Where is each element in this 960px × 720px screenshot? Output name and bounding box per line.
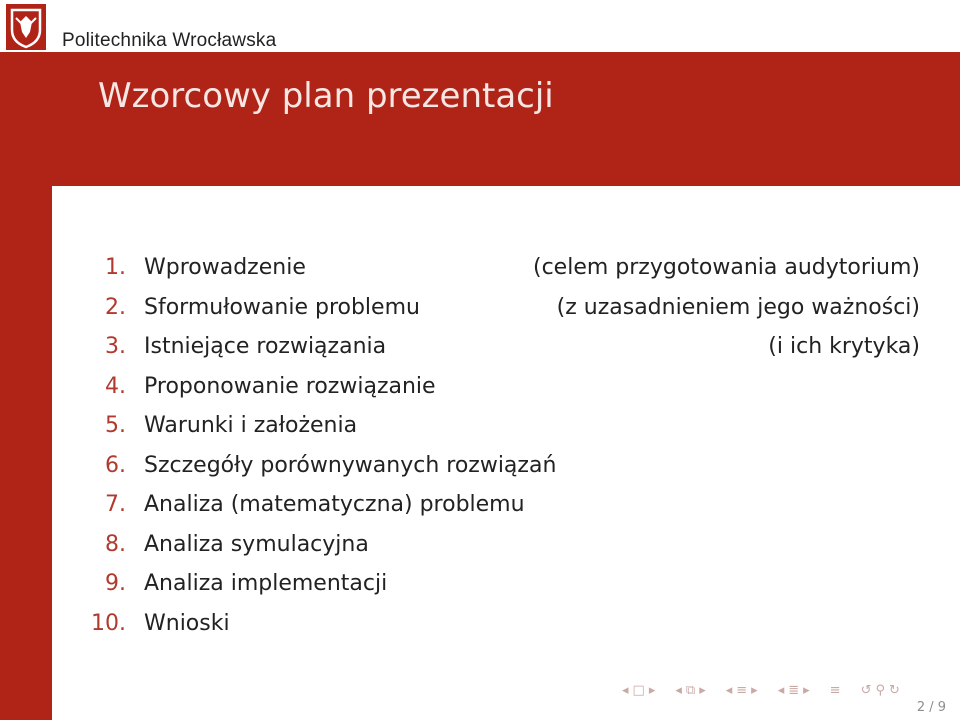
nav-next-subsection-icon[interactable]: ▸	[699, 682, 706, 698]
item-number: 9.	[105, 571, 126, 596]
university-logo-icon	[6, 4, 46, 50]
item-label: Analiza symulacyjna	[144, 531, 369, 557]
item-number: 2.	[105, 294, 126, 320]
nav-next-section-icon[interactable]: ▸	[751, 682, 758, 698]
left-decorative-strip	[0, 52, 52, 720]
list-item	[60, 485, 930, 525]
item-label: Wnioski	[144, 610, 230, 636]
item-label: Analiza implementacji	[144, 571, 388, 596]
nav-next-icon[interactable]: ▸	[648, 682, 656, 698]
nav-list-icon[interactable]: ≡	[829, 682, 841, 698]
item-label: Istniejące rozwiązania	[144, 334, 387, 359]
list-item	[60, 327, 930, 367]
nav-search-icon[interactable]: ⚲	[875, 682, 885, 698]
nav-back-icon[interactable]: ↺	[860, 682, 872, 698]
list-item	[60, 248, 930, 288]
item-note: (i ich krytyka)	[768, 334, 920, 359]
item-label: Szczegóły porównywanych rozwiązań	[144, 452, 557, 478]
item-number: 3.	[105, 334, 126, 359]
item-number: 6.	[105, 452, 126, 478]
item-label: Sformułowanie problemu	[144, 294, 420, 320]
nav-subsection-icon[interactable]: ⧉	[685, 682, 696, 698]
title-band	[52, 52, 960, 186]
item-number: 7.	[105, 492, 126, 517]
item-number: 5.	[105, 413, 126, 438]
item-number: 8.	[105, 531, 126, 557]
header-bar	[0, 0, 960, 52]
page-number: 2 / 9	[916, 700, 946, 715]
nav-next-part-icon[interactable]: ▸	[803, 682, 810, 698]
item-label: Proponowanie rozwiązanie	[144, 373, 436, 399]
item-number: 4.	[105, 373, 126, 399]
item-label: Wprowadzenie	[144, 255, 306, 280]
nav-prev-part-icon[interactable]: ◂	[777, 682, 785, 698]
item-label: Warunki i założenia	[144, 413, 358, 438]
list-item	[60, 367, 930, 407]
nav-section-icon[interactable]: ≡	[736, 682, 748, 698]
nav-prev-subsection-icon[interactable]: ◂	[675, 682, 682, 698]
nav-forward-icon[interactable]: ↻	[889, 682, 900, 698]
list-item	[60, 604, 930, 644]
list-item	[60, 446, 930, 486]
item-number: 10.	[91, 610, 126, 636]
item-label: Analiza (matematyczna) problemu	[144, 492, 525, 517]
slide-title: Wzorcowy plan prezentacji	[98, 76, 554, 116]
university-name: Politechnika Wrocławska	[62, 30, 277, 51]
item-note: (celem przygotowania audytorium)	[533, 255, 920, 280]
list-item	[60, 564, 930, 604]
nav-frame-icon[interactable]: □	[632, 682, 645, 698]
presentation-plan-list	[60, 248, 930, 643]
nav-prev-section-icon[interactable]: ◂	[725, 682, 733, 698]
list-item	[60, 406, 930, 446]
nav-part-icon[interactable]: ≣	[788, 682, 800, 698]
beamer-navigation-bar	[622, 680, 900, 700]
item-number: 1.	[105, 255, 126, 280]
list-item	[60, 525, 930, 565]
nav-first-icon[interactable]: ◂	[622, 682, 629, 698]
list-item	[60, 288, 930, 328]
item-note: (z uzasadnieniem jego ważności)	[556, 294, 920, 320]
